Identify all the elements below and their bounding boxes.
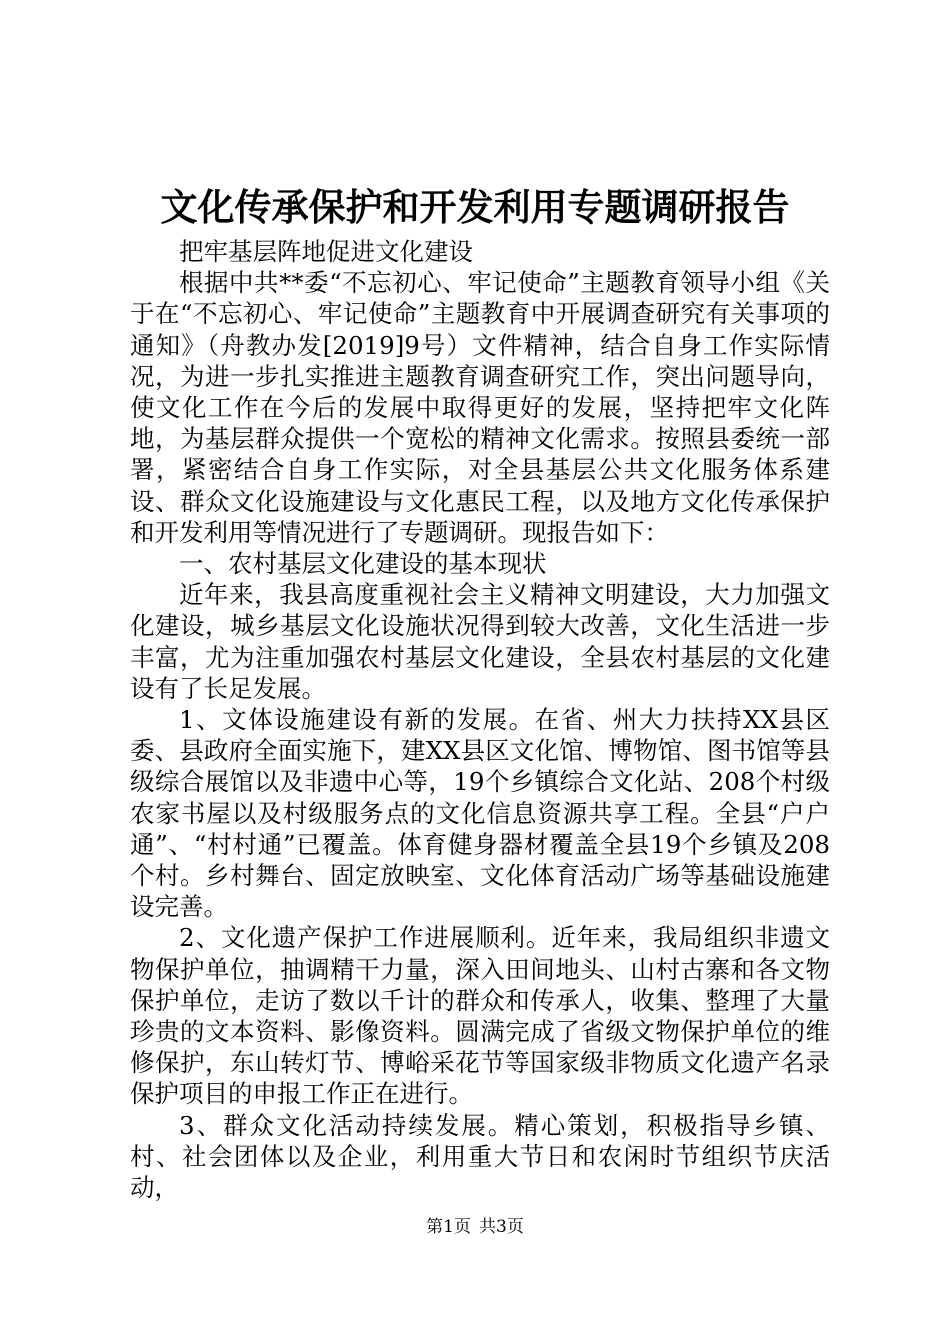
section-paragraph: 近年来，我县高度重视社会主义精神文明建设，大力加强文化建设，城乡基层文化设施状况得到较大改善，文化生活进一步丰富，尤为注重加强农村基层文化建设，全县农村基层的文化建设有了长足发展。 [130, 580, 830, 703]
page-total: 共3页 [479, 1217, 524, 1237]
item-paragraph-1: 1、文体设施建设有新的发展。在省、州大力扶持XX县区委、县政府全面实施下，建XX县区文化馆、博物馆、图书馆等县级综合展馆以及非遗中心等，19个乡镇综合文化站、208个村级农家书屋以及村级服务点的文化信息资源共享工程。全县“户户通”、“村村通”已覆盖。体育健身器材覆盖全县19个乡镇及208个村。乡村舞台、固定放映室、文化体育活动广场等基础设施建设完善。 [130, 705, 830, 922]
page-footer [0, 1216, 950, 1238]
section-heading: 一、农村基层文化建设的基本现状 [179, 549, 547, 579]
subtitle-paragraph: 把牢基层阵地促进文化建设 [179, 237, 473, 266]
item-paragraph-3: 3、群众文化活动持续发展。精心策划，积极指导乡镇、村、社会团体以及企业，利用重大节日和农闲时节组织节庆活动， [130, 1110, 830, 1203]
document-title: 文化传承保护和开发利用专题调研报告 [160, 185, 790, 229]
document-body [130, 236, 830, 1203]
item-paragraph-2: 2、文化遗产保护工作进展顺利。近年来，我局组织非遗文物保护单位，抽调精干力量，深入田间地头、山村古寨和各文物保护单位，走访了数以千计的群众和传承人，收集、整理了大量珍贵的文本资料、影像资料。圆满完成了省级文物保护单位的维修保护，东山转灯节、博峪采花节等国家级非物质文化遗产名录保护项目的申报工作正在进行。 [130, 923, 830, 1109]
intro-paragraph: 根据中共**委“不忘初心、牢记使命”主题教育领导小组《关于在“不忘初心、牢记使命”主题教育中开展调查研究有关事项的通知》（舟教办发[2019]9号）文件精神，结合自身工作实际情况，为进一步扎实推进主题教育调查研究工作，突出问题导向，使文化工作在今后的发展中取得更好的发展，坚持把牢文化阵地，为基层群众提供一个宽松的精神文化需求。按照县委统一部署，紧密结合自身工作实际，对全县基层公共文化服务体系建设、群众文化设施建设与文化惠民工程，以及地方文化传承保护和开发利用等情况进行了专题调研。现报告如下： [130, 268, 830, 547]
page-number: 第1页 [426, 1217, 471, 1237]
